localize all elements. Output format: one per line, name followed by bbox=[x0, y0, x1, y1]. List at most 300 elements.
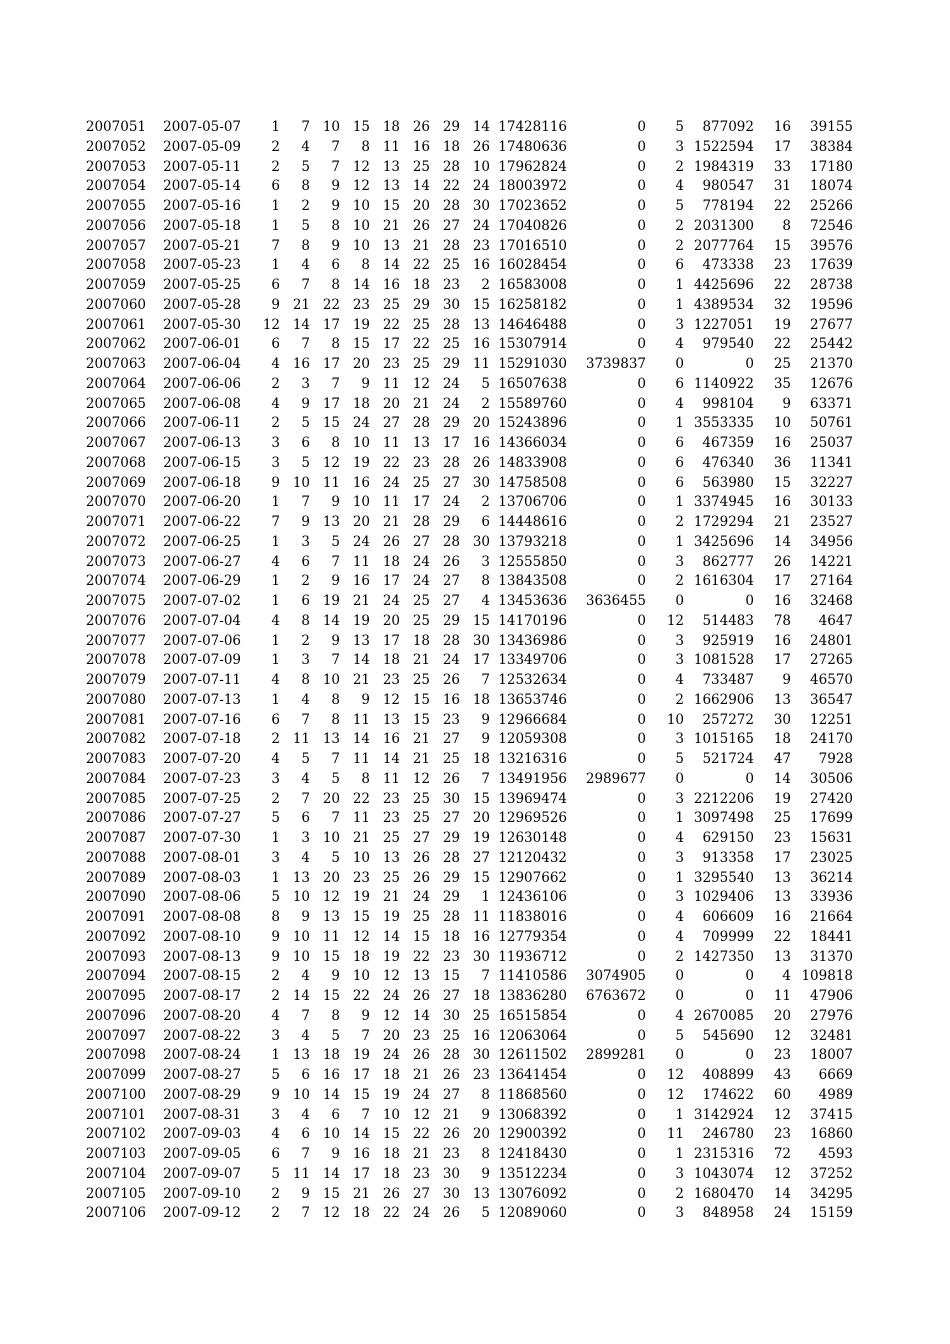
cell-ball-7: 26 bbox=[442, 770, 460, 787]
cell-special-ball: 15 bbox=[472, 296, 490, 313]
table-row bbox=[0, 770, 950, 790]
cell-jackpot-pool: 0 bbox=[637, 158, 646, 175]
cell-ball-2: 13 bbox=[292, 1047, 310, 1064]
cell-ball-6: 24 bbox=[412, 573, 430, 590]
cell-ball-2: 4 bbox=[301, 968, 310, 985]
cell-ball-6: 15 bbox=[412, 691, 430, 708]
cell-draw-date: 2007-06-11 bbox=[163, 415, 241, 432]
table-row bbox=[0, 1066, 950, 1086]
cell-ball-6: 12 bbox=[412, 375, 430, 392]
cell-draw-date: 2007-06-22 bbox=[163, 514, 241, 530]
cell-draw-date: 2007-07-04 bbox=[163, 612, 241, 629]
cell-first-prize-amount: 3295540 bbox=[693, 869, 754, 886]
cell-first-prize-amount: 246780 bbox=[702, 1126, 754, 1143]
cell-special-ball: 13 bbox=[472, 316, 490, 333]
table-row bbox=[0, 572, 950, 592]
cell-second-prize-count: 8 bbox=[782, 217, 791, 234]
cell-ball-2: 4 bbox=[301, 691, 310, 708]
cell-ball-7: 26 bbox=[442, 553, 460, 570]
cell-special-ball: 10 bbox=[472, 158, 490, 175]
cell-special-ball: 20 bbox=[472, 415, 490, 432]
cell-second-prize-amount: 7928 bbox=[818, 751, 853, 767]
cell-ball-2: 6 bbox=[301, 810, 310, 827]
cell-ball-6: 15 bbox=[412, 928, 430, 945]
cell-ball-3: 10 bbox=[322, 830, 340, 846]
cell-first-prize-count: 0 bbox=[675, 593, 684, 609]
lottery-results-table bbox=[0, 118, 950, 1224]
cell-sales-amount: 11868560 bbox=[498, 1086, 567, 1103]
cell-ball-3: 17 bbox=[322, 356, 340, 372]
cell-ball-4: 10 bbox=[352, 198, 370, 214]
cell-issue-number: 2007099 bbox=[85, 1067, 146, 1083]
cell-ball-6: 21 bbox=[412, 652, 430, 669]
cell-second-prize-amount: 30506 bbox=[810, 770, 853, 787]
cell-ball-3: 13 bbox=[322, 731, 340, 748]
cell-ball-7: 18 bbox=[442, 138, 460, 155]
cell-first-prize-amount: 514483 bbox=[702, 612, 754, 629]
cell-draw-date: 2007-08-27 bbox=[163, 1067, 241, 1083]
cell-ball-3: 15 bbox=[322, 415, 340, 432]
cell-jackpot-pool: 0 bbox=[637, 553, 646, 570]
cell-sales-amount: 17023652 bbox=[498, 198, 567, 214]
cell-ball-4: 17 bbox=[352, 1067, 370, 1083]
cell-second-prize-amount: 4593 bbox=[818, 1146, 853, 1162]
cell-ball-7: 28 bbox=[442, 454, 460, 471]
cell-second-prize-count: 16 bbox=[773, 909, 791, 925]
cell-ball-6: 13 bbox=[412, 435, 430, 451]
cell-ball-4: 14 bbox=[352, 731, 370, 748]
cell-draw-date: 2007-08-31 bbox=[163, 1106, 241, 1123]
cell-ball-1: 9 bbox=[271, 296, 280, 313]
table-row bbox=[0, 829, 950, 849]
cell-special-ball: 15 bbox=[472, 869, 490, 886]
cell-ball-7: 27 bbox=[442, 810, 460, 827]
table-row bbox=[0, 730, 950, 750]
cell-jackpot-pool: 0 bbox=[637, 178, 646, 195]
cell-ball-2: 7 bbox=[301, 711, 310, 728]
cell-issue-number: 2007097 bbox=[85, 1027, 146, 1044]
cell-draw-date: 2007-05-18 bbox=[163, 217, 241, 234]
cell-second-prize-amount: 25266 bbox=[810, 198, 853, 214]
cell-jackpot-pool: 0 bbox=[637, 1106, 646, 1123]
cell-sales-amount: 17962824 bbox=[498, 158, 567, 175]
cell-ball-2: 7 bbox=[301, 1205, 310, 1222]
cell-first-prize-count: 4 bbox=[675, 1007, 684, 1024]
cell-second-prize-amount: 46570 bbox=[810, 672, 853, 688]
cell-first-prize-amount: 563980 bbox=[702, 474, 754, 491]
cell-first-prize-amount: 0 bbox=[745, 593, 754, 609]
cell-ball-1: 9 bbox=[271, 1086, 280, 1103]
table-row bbox=[0, 612, 950, 632]
cell-ball-2: 5 bbox=[301, 454, 310, 471]
cell-second-prize-amount: 34295 bbox=[810, 1185, 853, 1202]
cell-first-prize-amount: 3142924 bbox=[693, 1106, 754, 1123]
cell-ball-6: 25 bbox=[412, 474, 430, 491]
cell-jackpot-pool: 6763672 bbox=[585, 988, 646, 1004]
cell-second-prize-count: 15 bbox=[773, 474, 791, 491]
cell-ball-2: 7 bbox=[301, 1146, 310, 1162]
cell-second-prize-amount: 27265 bbox=[810, 652, 853, 669]
cell-ball-4: 16 bbox=[352, 573, 370, 590]
cell-second-prize-count: 12 bbox=[773, 1165, 791, 1182]
cell-first-prize-amount: 2212206 bbox=[693, 790, 754, 807]
cell-first-prize-count: 4 bbox=[675, 830, 684, 846]
cell-ball-3: 5 bbox=[331, 533, 340, 550]
cell-ball-6: 23 bbox=[412, 1027, 430, 1044]
cell-first-prize-count: 3 bbox=[675, 731, 684, 748]
cell-first-prize-amount: 2031300 bbox=[693, 217, 754, 234]
cell-first-prize-count: 4 bbox=[675, 178, 684, 195]
cell-sales-amount: 14833908 bbox=[498, 454, 567, 471]
cell-ball-2: 4 bbox=[301, 770, 310, 787]
cell-first-prize-amount: 3374945 bbox=[693, 494, 754, 511]
cell-jackpot-pool: 0 bbox=[637, 198, 646, 214]
cell-special-ball: 18 bbox=[472, 691, 490, 708]
cell-second-prize-amount: 24801 bbox=[810, 632, 853, 649]
cell-ball-6: 26 bbox=[412, 1047, 430, 1064]
cell-ball-1: 4 bbox=[271, 672, 280, 688]
cell-ball-5: 23 bbox=[382, 790, 400, 807]
cell-first-prize-count: 2 bbox=[675, 158, 684, 175]
cell-ball-1: 12 bbox=[262, 316, 280, 333]
cell-issue-number: 2007068 bbox=[85, 454, 146, 471]
cell-ball-1: 4 bbox=[271, 553, 280, 570]
cell-special-ball: 7 bbox=[481, 672, 490, 688]
cell-second-prize-amount: 17699 bbox=[810, 810, 853, 827]
cell-ball-6: 25 bbox=[412, 790, 430, 807]
cell-sales-amount: 15307914 bbox=[498, 336, 567, 353]
cell-second-prize-count: 9 bbox=[782, 395, 791, 412]
cell-first-prize-count: 2 bbox=[675, 691, 684, 708]
cell-first-prize-count: 4 bbox=[675, 909, 684, 925]
cell-issue-number: 2007106 bbox=[85, 1205, 146, 1222]
cell-sales-amount: 12418430 bbox=[498, 1146, 567, 1162]
cell-ball-5: 13 bbox=[382, 178, 400, 195]
cell-first-prize-amount: 1680470 bbox=[693, 1185, 754, 1202]
cell-first-prize-amount: 3425696 bbox=[693, 533, 754, 550]
cell-ball-6: 28 bbox=[412, 415, 430, 432]
cell-second-prize-count: 30 bbox=[773, 711, 791, 728]
cell-issue-number: 2007058 bbox=[85, 257, 146, 274]
cell-ball-5: 10 bbox=[382, 1106, 400, 1123]
cell-draw-date: 2007-09-03 bbox=[163, 1126, 241, 1143]
cell-first-prize-count: 1 bbox=[675, 415, 684, 432]
cell-ball-5: 24 bbox=[382, 1047, 400, 1064]
cell-sales-amount: 17480636 bbox=[498, 138, 567, 155]
cell-ball-6: 23 bbox=[412, 454, 430, 471]
cell-ball-3: 13 bbox=[322, 909, 340, 925]
cell-first-prize-count: 6 bbox=[675, 474, 684, 491]
cell-ball-4: 9 bbox=[361, 691, 370, 708]
cell-first-prize-amount: 521724 bbox=[702, 751, 754, 767]
cell-special-ball: 1 bbox=[481, 889, 490, 906]
cell-ball-6: 21 bbox=[412, 731, 430, 748]
cell-ball-7: 18 bbox=[442, 928, 460, 945]
cell-special-ball: 2 bbox=[481, 395, 490, 412]
cell-first-prize-count: 2 bbox=[675, 514, 684, 530]
cell-issue-number: 2007082 bbox=[85, 731, 146, 748]
cell-ball-1: 2 bbox=[271, 988, 280, 1004]
cell-ball-3: 7 bbox=[331, 553, 340, 570]
cell-sales-amount: 12966684 bbox=[498, 711, 567, 728]
cell-first-prize-amount: 1015165 bbox=[693, 731, 754, 748]
table-row bbox=[0, 276, 950, 296]
cell-ball-7: 17 bbox=[442, 435, 460, 451]
cell-sales-amount: 18003972 bbox=[498, 178, 567, 195]
cell-sales-amount: 16515854 bbox=[498, 1007, 567, 1024]
cell-ball-2: 3 bbox=[301, 375, 310, 392]
cell-ball-4: 19 bbox=[352, 612, 370, 629]
cell-ball-1: 4 bbox=[271, 1007, 280, 1024]
table-row bbox=[0, 869, 950, 889]
table-row bbox=[0, 355, 950, 375]
cell-issue-number: 2007103 bbox=[85, 1146, 146, 1162]
cell-special-ball: 17 bbox=[472, 652, 490, 669]
cell-ball-3: 10 bbox=[322, 1126, 340, 1143]
cell-jackpot-pool: 0 bbox=[637, 277, 646, 293]
cell-draw-date: 2007-08-08 bbox=[163, 909, 241, 925]
cell-special-ball: 30 bbox=[472, 1047, 490, 1064]
cell-second-prize-amount: 36547 bbox=[810, 691, 853, 708]
table-row bbox=[0, 118, 950, 138]
cell-first-prize-count: 2 bbox=[675, 948, 684, 965]
cell-special-ball: 7 bbox=[481, 770, 490, 787]
cell-issue-number: 2007095 bbox=[85, 988, 146, 1004]
cell-ball-7: 27 bbox=[442, 593, 460, 609]
cell-ball-2: 5 bbox=[301, 158, 310, 175]
cell-first-prize-amount: 476340 bbox=[702, 454, 754, 471]
cell-ball-4: 15 bbox=[352, 909, 370, 925]
cell-ball-5: 18 bbox=[382, 553, 400, 570]
cell-sales-amount: 13436986 bbox=[498, 632, 567, 649]
cell-first-prize-amount: 174622 bbox=[702, 1086, 754, 1103]
cell-issue-number: 2007072 bbox=[85, 533, 146, 550]
cell-sales-amount: 12436106 bbox=[498, 889, 567, 906]
cell-ball-5: 12 bbox=[382, 1007, 400, 1024]
cell-issue-number: 2007087 bbox=[85, 830, 146, 846]
cell-ball-3: 20 bbox=[322, 869, 340, 886]
cell-ball-6: 24 bbox=[412, 1086, 430, 1103]
table-row bbox=[0, 928, 950, 948]
cell-ball-1: 3 bbox=[271, 770, 280, 787]
cell-ball-2: 9 bbox=[301, 395, 310, 412]
cell-second-prize-count: 72 bbox=[773, 1146, 791, 1162]
cell-ball-6: 28 bbox=[412, 514, 430, 530]
cell-ball-3: 9 bbox=[331, 237, 340, 254]
cell-sales-amount: 11936712 bbox=[498, 948, 567, 965]
cell-first-prize-amount: 998104 bbox=[702, 395, 754, 412]
cell-jackpot-pool: 0 bbox=[637, 514, 646, 530]
table-row bbox=[0, 1125, 950, 1145]
cell-special-ball: 9 bbox=[481, 711, 490, 728]
cell-first-prize-amount: 467359 bbox=[702, 435, 754, 451]
cell-ball-4: 13 bbox=[352, 632, 370, 649]
cell-ball-5: 11 bbox=[382, 138, 400, 155]
cell-jackpot-pool: 0 bbox=[637, 691, 646, 708]
cell-special-ball: 20 bbox=[472, 810, 490, 827]
cell-ball-7: 29 bbox=[442, 356, 460, 372]
cell-second-prize-amount: 32468 bbox=[810, 593, 853, 609]
cell-sales-amount: 14758508 bbox=[498, 474, 567, 491]
table-row bbox=[0, 375, 950, 395]
cell-ball-4: 10 bbox=[352, 849, 370, 866]
cell-special-ball: 19 bbox=[472, 830, 490, 846]
cell-first-prize-count: 10 bbox=[666, 711, 684, 728]
cell-ball-7: 29 bbox=[442, 119, 460, 135]
cell-ball-7: 25 bbox=[442, 257, 460, 274]
cell-ball-5: 18 bbox=[382, 1165, 400, 1182]
cell-ball-3: 8 bbox=[331, 1007, 340, 1024]
cell-ball-7: 24 bbox=[442, 395, 460, 412]
cell-jackpot-pool: 0 bbox=[637, 533, 646, 550]
cell-ball-4: 24 bbox=[352, 415, 370, 432]
cell-ball-2: 6 bbox=[301, 593, 310, 609]
cell-ball-7: 30 bbox=[442, 296, 460, 313]
cell-ball-3: 12 bbox=[322, 1205, 340, 1222]
cell-ball-6: 21 bbox=[412, 1067, 430, 1083]
cell-ball-1: 3 bbox=[271, 435, 280, 451]
cell-second-prize-amount: 30133 bbox=[810, 494, 853, 511]
cell-ball-2: 14 bbox=[292, 988, 310, 1004]
cell-second-prize-amount: 27164 bbox=[810, 573, 853, 590]
cell-special-ball: 18 bbox=[472, 751, 490, 767]
cell-ball-5: 14 bbox=[382, 928, 400, 945]
cell-special-ball: 5 bbox=[481, 1205, 490, 1222]
cell-ball-5: 11 bbox=[382, 494, 400, 511]
cell-issue-number: 2007066 bbox=[85, 415, 146, 432]
cell-ball-6: 25 bbox=[412, 612, 430, 629]
cell-ball-1: 6 bbox=[271, 178, 280, 195]
cell-first-prize-amount: 606609 bbox=[702, 909, 754, 925]
cell-ball-5: 21 bbox=[382, 217, 400, 234]
cell-special-ball: 24 bbox=[472, 217, 490, 234]
cell-second-prize-count: 15 bbox=[773, 237, 791, 254]
cell-first-prize-count: 3 bbox=[675, 849, 684, 866]
cell-jackpot-pool: 0 bbox=[637, 494, 646, 511]
cell-sales-amount: 13793218 bbox=[498, 533, 567, 550]
cell-draw-date: 2007-08-13 bbox=[163, 948, 241, 965]
cell-ball-6: 23 bbox=[412, 1165, 430, 1182]
cell-draw-date: 2007-08-20 bbox=[163, 1007, 241, 1024]
cell-ball-7: 26 bbox=[442, 1126, 460, 1143]
cell-ball-1: 2 bbox=[271, 790, 280, 807]
cell-draw-date: 2007-07-11 bbox=[163, 672, 241, 688]
cell-second-prize-count: 19 bbox=[773, 790, 791, 807]
cell-second-prize-amount: 19596 bbox=[810, 296, 853, 313]
cell-second-prize-count: 4 bbox=[782, 968, 791, 985]
cell-first-prize-count: 0 bbox=[675, 968, 684, 985]
cell-issue-number: 2007094 bbox=[85, 968, 146, 985]
cell-ball-1: 2 bbox=[271, 968, 280, 985]
cell-special-ball: 15 bbox=[472, 790, 490, 807]
cell-second-prize-amount: 25037 bbox=[810, 435, 853, 451]
cell-ball-6: 24 bbox=[412, 889, 430, 906]
cell-ball-1: 1 bbox=[271, 632, 280, 649]
table-row bbox=[0, 750, 950, 770]
cell-first-prize-amount: 1729294 bbox=[693, 514, 754, 530]
cell-second-prize-count: 23 bbox=[773, 1126, 791, 1143]
cell-first-prize-amount: 3097498 bbox=[693, 810, 754, 827]
cell-second-prize-amount: 15631 bbox=[810, 830, 853, 846]
cell-draw-date: 2007-07-18 bbox=[163, 731, 241, 748]
cell-draw-date: 2007-08-15 bbox=[163, 968, 241, 985]
cell-first-prize-amount: 925919 bbox=[702, 632, 754, 649]
table-row bbox=[0, 158, 950, 178]
cell-issue-number: 2007062 bbox=[85, 336, 146, 353]
cell-second-prize-amount: 17180 bbox=[810, 158, 853, 175]
cell-ball-1: 3 bbox=[271, 1027, 280, 1044]
cell-issue-number: 2007092 bbox=[85, 928, 146, 945]
cell-second-prize-amount: 14221 bbox=[810, 553, 853, 570]
cell-issue-number: 2007077 bbox=[85, 632, 146, 649]
cell-ball-6: 25 bbox=[412, 356, 430, 372]
cell-first-prize-amount: 1140922 bbox=[693, 375, 754, 392]
cell-ball-5: 23 bbox=[382, 810, 400, 827]
cell-first-prize-count: 6 bbox=[675, 454, 684, 471]
cell-first-prize-count: 2 bbox=[675, 217, 684, 234]
cell-ball-4: 22 bbox=[352, 988, 370, 1004]
table-row bbox=[0, 987, 950, 1007]
cell-ball-5: 24 bbox=[382, 593, 400, 609]
cell-draw-date: 2007-09-07 bbox=[163, 1165, 241, 1182]
cell-sales-amount: 14170196 bbox=[498, 612, 567, 629]
cell-second-prize-count: 19 bbox=[773, 316, 791, 333]
cell-draw-date: 2007-06-29 bbox=[163, 573, 241, 590]
cell-ball-3: 22 bbox=[322, 296, 340, 313]
cell-first-prize-count: 12 bbox=[666, 612, 684, 629]
cell-first-prize-amount: 848958 bbox=[702, 1205, 754, 1222]
cell-ball-2: 6 bbox=[301, 1126, 310, 1143]
cell-second-prize-amount: 17639 bbox=[810, 257, 853, 274]
cell-ball-4: 8 bbox=[361, 257, 370, 274]
cell-ball-2: 4 bbox=[301, 257, 310, 274]
cell-sales-amount: 16258182 bbox=[498, 296, 567, 313]
cell-special-ball: 3 bbox=[481, 553, 490, 570]
cell-ball-7: 30 bbox=[442, 1185, 460, 1202]
table-row bbox=[0, 138, 950, 158]
cell-ball-6: 25 bbox=[412, 158, 430, 175]
cell-ball-6: 26 bbox=[412, 217, 430, 234]
cell-ball-7: 23 bbox=[442, 948, 460, 965]
cell-first-prize-count: 3 bbox=[675, 553, 684, 570]
table-row bbox=[0, 849, 950, 869]
cell-sales-amount: 16507638 bbox=[498, 375, 567, 392]
cell-ball-6: 18 bbox=[412, 632, 430, 649]
cell-second-prize-amount: 27976 bbox=[810, 1007, 853, 1024]
cell-ball-7: 28 bbox=[442, 198, 460, 214]
cell-ball-7: 25 bbox=[442, 336, 460, 353]
cell-draw-date: 2007-06-04 bbox=[163, 356, 241, 372]
cell-ball-6: 24 bbox=[412, 1205, 430, 1222]
cell-first-prize-amount: 877092 bbox=[702, 119, 754, 135]
cell-special-ball: 27 bbox=[472, 849, 490, 866]
cell-draw-date: 2007-05-25 bbox=[163, 277, 241, 293]
cell-jackpot-pool: 0 bbox=[637, 672, 646, 688]
cell-ball-7: 28 bbox=[442, 158, 460, 175]
cell-ball-6: 18 bbox=[412, 277, 430, 293]
cell-ball-6: 21 bbox=[412, 237, 430, 254]
cell-jackpot-pool: 0 bbox=[637, 257, 646, 274]
cell-issue-number: 2007076 bbox=[85, 612, 146, 629]
cell-jackpot-pool: 0 bbox=[637, 612, 646, 629]
cell-ball-2: 9 bbox=[301, 909, 310, 925]
table-row bbox=[0, 454, 950, 474]
cell-jackpot-pool: 0 bbox=[637, 869, 646, 886]
cell-ball-1: 2 bbox=[271, 415, 280, 432]
cell-ball-5: 24 bbox=[382, 988, 400, 1004]
cell-issue-number: 2007093 bbox=[85, 948, 146, 965]
cell-ball-7: 24 bbox=[442, 652, 460, 669]
